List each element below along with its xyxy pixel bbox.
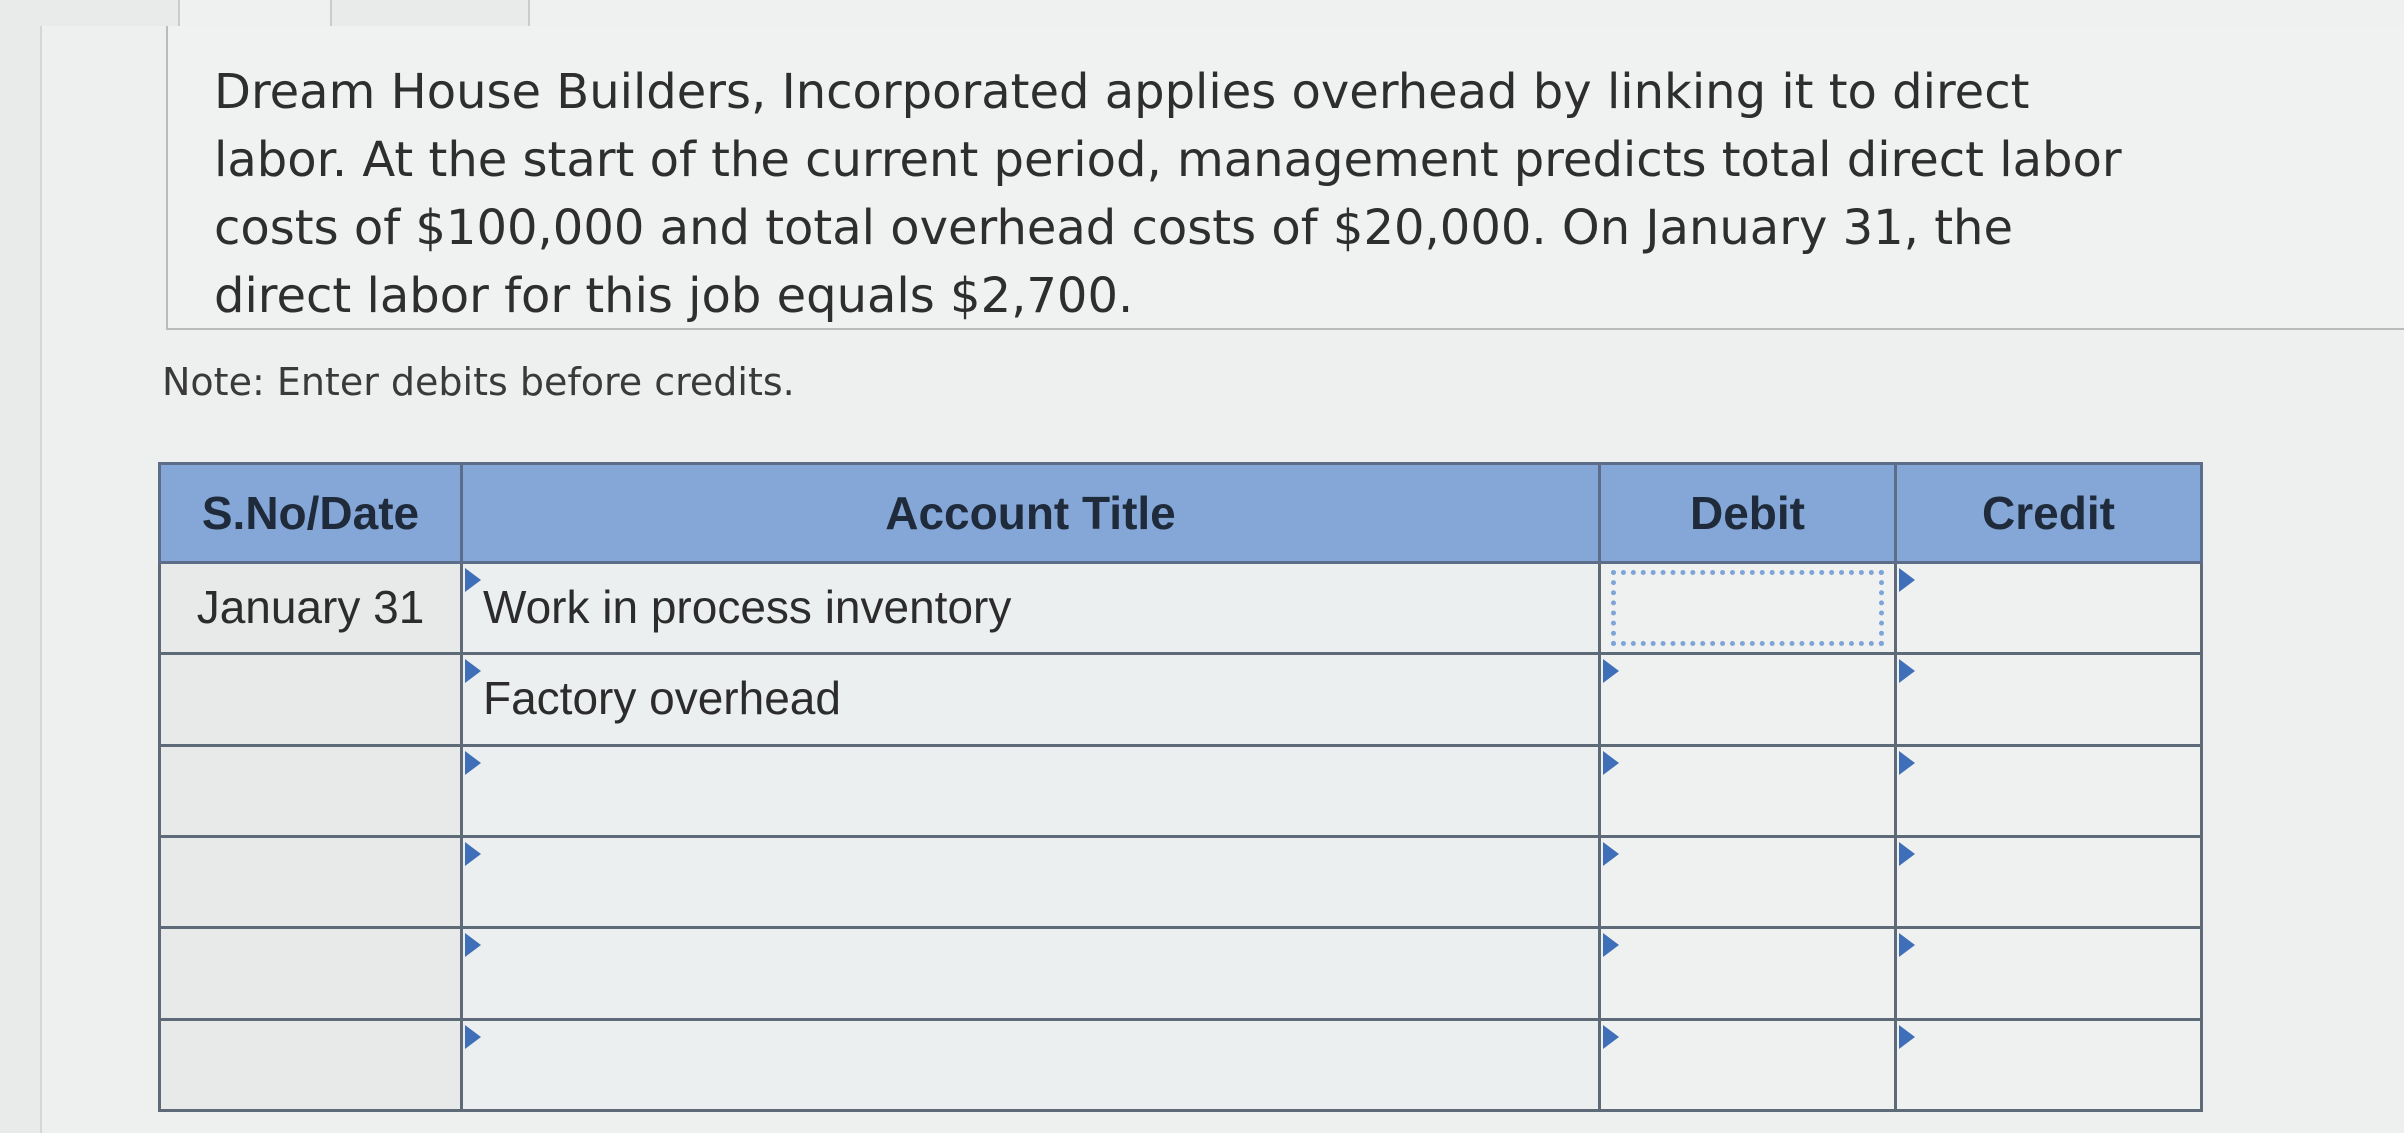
credit-value: [1897, 564, 2200, 652]
input-marker-icon: [1603, 1025, 1619, 1049]
input-marker-icon: [1899, 659, 1915, 683]
account-dropdown[interactable]: [462, 1019, 1600, 1110]
account-dropdown[interactable]: [462, 745, 1600, 836]
table-row: [160, 836, 2202, 927]
credit-value: [1897, 1021, 2200, 1109]
date-value: [161, 655, 460, 743]
question-text: [214, 58, 2214, 330]
credit-input[interactable]: [1896, 563, 2202, 654]
input-marker-icon: [1603, 933, 1619, 957]
credit-value: [1897, 838, 2200, 926]
credit-input[interactable]: [1896, 654, 2202, 745]
dropdown-marker-icon: [465, 751, 481, 775]
debit-input[interactable]: [1600, 836, 1896, 927]
credit-input[interactable]: [1896, 928, 2202, 1019]
debit-input[interactable]: [1600, 928, 1896, 1019]
date-cell[interactable]: [160, 836, 462, 927]
dropdown-marker-icon: [465, 933, 481, 957]
input-marker-icon: [1603, 659, 1619, 683]
table-row: [160, 1019, 2202, 1110]
input-marker-icon: [1603, 842, 1619, 866]
input-marker-icon: [1899, 933, 1915, 957]
input-marker-icon: [1603, 751, 1619, 775]
input-marker-icon: [1899, 568, 1915, 592]
date-cell[interactable]: [160, 563, 462, 654]
date-cell[interactable]: [160, 745, 462, 836]
debit-input[interactable]: [1600, 1019, 1896, 1110]
top-tab-left: [178, 0, 332, 28]
dropdown-marker-icon: [465, 1025, 481, 1049]
account-dropdown[interactable]: [462, 654, 1600, 745]
account-value: [483, 747, 1598, 835]
debit-value: [1601, 747, 1894, 835]
account-value: Factory overhead: [483, 672, 841, 725]
note-text: Note: Enter debits before credits.: [162, 360, 795, 404]
table-row: [160, 928, 2202, 1019]
account-value: [483, 929, 1598, 1017]
journal-entry-table: [158, 462, 2203, 1112]
debit-value: [1601, 929, 1894, 1017]
date-value: [161, 838, 460, 926]
top-tab-right: [528, 0, 2404, 28]
dropdown-marker-icon: [465, 568, 481, 592]
credit-value: [1897, 929, 2200, 1017]
dropdown-marker-icon: [465, 842, 481, 866]
header-date: S.No/Date: [160, 464, 462, 563]
account-value: [483, 1021, 1598, 1109]
debit-input[interactable]: [1600, 654, 1896, 745]
question-line-1: Dream House Builders, Incorporated applies overhead by linking it to direct: [214, 64, 2030, 120]
date-value: [161, 929, 460, 1017]
input-marker-icon: [1899, 751, 1915, 775]
credit-input[interactable]: [1896, 836, 2202, 927]
input-marker-icon: [1899, 1025, 1915, 1049]
credit-input[interactable]: [1896, 1019, 2202, 1110]
account-dropdown[interactable]: [462, 836, 1600, 927]
question-line-2: labor. At the start of the current period, management predicts total direct labor: [214, 132, 2122, 188]
dropdown-marker-icon: [465, 659, 481, 683]
header-credit: Credit: [1896, 464, 2202, 563]
focus-indicator: [1611, 570, 1884, 646]
credit-value: [1897, 747, 2200, 835]
date-cell[interactable]: [160, 654, 462, 745]
debit-value: [1601, 1021, 1894, 1109]
question-line-4: direct labor for this job equals $2,700.: [214, 268, 1134, 324]
account-dropdown[interactable]: [462, 928, 1600, 1019]
question-line-3: costs of $100,000 and total overhead costs of $20,000. On January 31, the: [214, 200, 2013, 256]
debit-value: [1601, 838, 1894, 926]
date-value: [161, 1021, 460, 1109]
account-value: [483, 838, 1598, 926]
table-row: [160, 654, 2202, 745]
date-value: [161, 747, 460, 835]
header-debit: Debit: [1600, 464, 1896, 563]
table-row: [160, 563, 2202, 654]
debit-input[interactable]: [1600, 563, 1896, 654]
header-account-title: Account Title: [462, 464, 1600, 563]
date-value: January 31: [196, 581, 425, 633]
debit-input[interactable]: [1600, 745, 1896, 836]
debit-value: [1601, 655, 1894, 743]
table-header-row: [160, 464, 2202, 563]
credit-value: [1897, 655, 2200, 743]
credit-input[interactable]: [1896, 745, 2202, 836]
input-marker-icon: [1899, 842, 1915, 866]
account-value: Work in process inventory: [483, 581, 1012, 633]
table-row: [160, 745, 2202, 836]
date-cell[interactable]: [160, 1019, 462, 1110]
account-dropdown[interactable]: [462, 563, 1600, 654]
date-cell[interactable]: [160, 928, 462, 1019]
